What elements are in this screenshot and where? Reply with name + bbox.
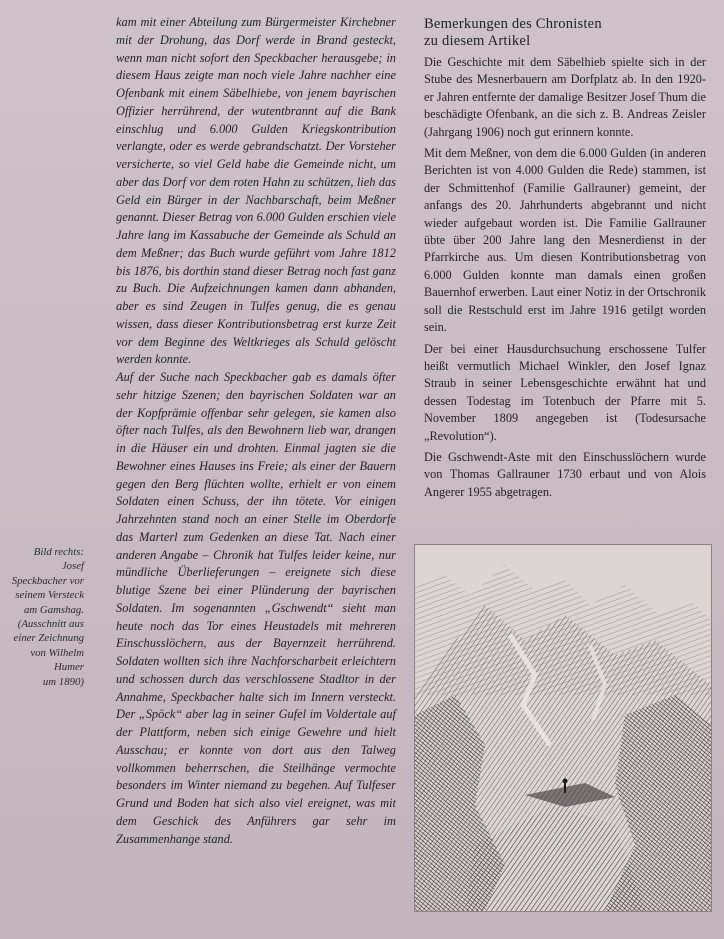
remark-paragraph-2: Mit dem Meßner, von dem die 6.000 Gulden (in anderen Berichten ist von 4.000 Gulden die Rede) stammen, ist der Schmittenhof (Familie Gallrauner) gemeint, der anfangs des 20. Jahrhunderts abgebrannt und nicht wieder aufgebaut worden ist. Die Familie Gallrauner übte über 200 Jahre lang den Mesnerdienst in der Pfarrkirche aus. Um diesen Kontributionsbetrag von 6.000 Gulden konnte man damals einen großen Bauernhof erwerben. Laut einer Notiz in der Ortschronik soll die Restschuld erst im Jahre 1916 getilgt worden sein. — [424, 146, 706, 335]
caption-line: Humer — [54, 661, 84, 674]
left-article-column — [116, 14, 396, 848]
chronicler-remarks-column — [424, 16, 706, 505]
caption-line: Speckbacher vor — [11, 574, 84, 587]
caption-line: Bild rechts: — [33, 546, 84, 558]
caption-line: (Ausschnitt aus — [17, 618, 84, 631]
left-paragraph-2: Auf der Suche nach Speckbacher gab es damals öfter sehr hitzige Szenen; den bayrischen Soldaten war an der Kopfprämie offenbar sehr gelegen, sie kamen also öfter nach Tulfes, als den Bewohnern lieb war, drangen in die Häuser ein und drohten. Einmal jagten sie die Bewohner eines Hauses ins Freie; als einer der Bauern gegen den Berg flüchten wollte, erhielt er von einem Soldaten einen Schuss, der ihn tötete. Vor einigen Jahrzehnten stand noch an einer Stelle im Oberdorfe das Marterl zum Gedenken an diese Tat. Nach einer anderen Angabe – Chronik hat Tulfes leider keine, nur mündliche Überlieferungen – ereignete sich diese blutige Szene bei einer Plünderung der bayrischen Soldaten. Im sogenannten „Gschwendt“ sieht man heute noch das Tor eines Heustadels mit mehreren Einschusslöchern, aus der Bayernzeit herrührend. Soldaten wollten sich ihre Nachforscharbeit erleichtern und schossen durch das verschlossene Stadltor in der Annahme, Speckbacher halte sich im Innern versteckt. Der „Spöck“ aber lag in seiner Gufel im Voldertale auf der Plattform, neben sich einige Gewehre und hielt Ausschau; er konnte von dort aus den Talweg vollkommen beherrschen, die Steilhänge vermochte besonders im Winter niemand zu begehen. Auf Tulfeser Grund und Boden hat sich also viel ereignet, was mit dem Geschick des Anführers gar sehr im Zusammenhange stand. — [116, 370, 396, 846]
caption-line: am Gamshag. — [24, 603, 84, 616]
remark-paragraph-4: Die Gschwendt-Aste mit den Einschusslöchern wurde von Thomas Gallrauner 1730 erbaut und von Alois Angerer 1955 abgetragen. — [424, 449, 706, 499]
image-caption — [8, 545, 84, 689]
chronicler-heading — [424, 16, 706, 50]
chronicler-heading-line-1: Bemerkungen des Chronisten — [424, 16, 602, 32]
mountain-drawing-image — [414, 544, 712, 912]
caption-line: seinem Versteck — [15, 589, 84, 602]
caption-line: einer Zeichnung — [13, 632, 84, 645]
caption-line: um 1890) — [42, 675, 84, 688]
left-paragraph-1: kam mit einer Abteilung zum Bürgermeister Kirchebner mit der Drohung, das Dorf werde in Brand gesteckt, wenn man nicht sofort den Speckbacher herausgebe; in diesem Haus zeigte man noch viele Jahre nachher eine Ofenbank mit einem Säbelhiebe, von jenem bayrischen Offizier herrührend, der wutentbrannt auf die Bank einschlug und 6.000 Gulden Kriegskontribution verlangte, oder es werde gebrandschatzt. Der Vorsteher versicherte, so viel Geld habe die Gemeinde nicht, um aber das Dorf vor dem roten Hahn zu schützen, lieh das Geld ein Bürger in der Nachbarschaft, beim Meßner genannt. Dieser Betrag von 6.000 Gulden erschien viele Jahre lang im Kassabuche der Gemeinde als Schuld an dem Meßner; das Buch wurde geführt vom Jahre 1812 bis 1876, bis dorthin stand dieser Betrag noch fast ganz zu Buch. Die Aufzeichnungen kamen dann abhanden, aber es sind Zeugen in Tulfes genug, die es genau wissen, dass dieser Kontributionsbetrag erst kurze Zeit vor dem Beginne des Weltkrieges als Schuld gelöscht werden konnte. — [116, 15, 396, 367]
caption-line: von Wilhelm — [30, 646, 84, 659]
remark-paragraph-3: Der bei einer Hausdurchsuchung erschossene Tulfer heißt vermutlich Michael Winkler, den Josef Ignaz Straub in seiner Lebensgeschichte erwähnt hat und dessen Todestag im Totenbuch der Pfarre mit 5. November 1809 angegeben ist (Todesursache „Revolution“). — [424, 341, 706, 443]
remark-paragraph-1: Die Geschichte mit dem Säbelhieb spielte sich in der Stube des Mesnerbauern am Dorfplatz ab. In den 1920-er Jahren entfernte der damalige Besitzer Josef Thum die beschädigte Ofenbank, an die sich z. B. Andreas Zeisler (Jahrgang 1906) noch gut erinnern konnte. — [424, 55, 706, 139]
chronicler-heading-line-2: zu diesem Artikel — [424, 33, 531, 49]
mountain-drawing-illustration — [415, 545, 711, 911]
caption-line: Josef — [61, 560, 84, 573]
